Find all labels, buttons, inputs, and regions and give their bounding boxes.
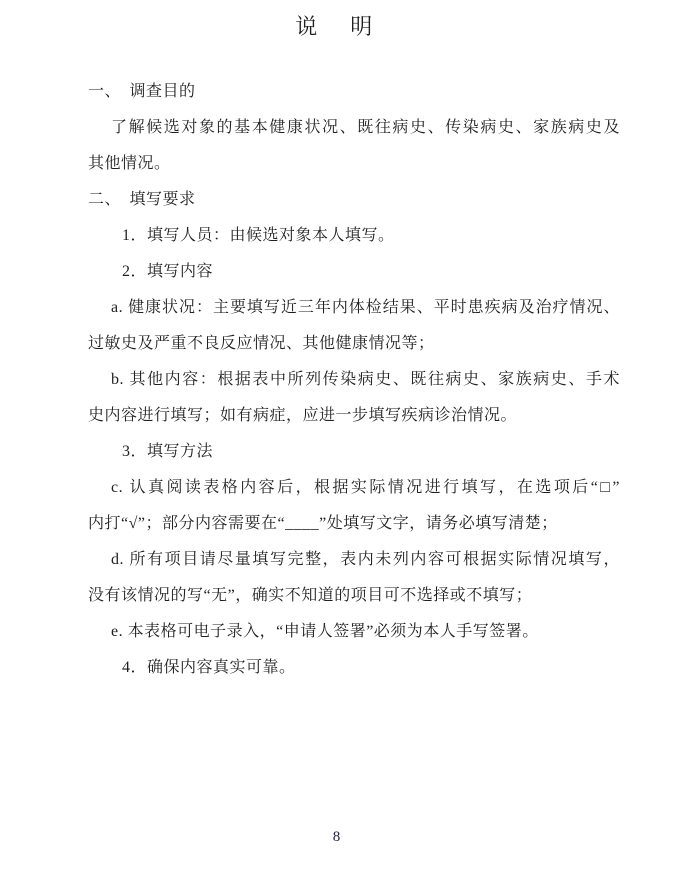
item-e-signature: e. 本表格可电子录入，“申请人签署”必须为本人手写签署。 (111, 623, 539, 640)
item-a-health-line-2: 过敏史及严重不良反应情况、其他健康情况等； (88, 335, 435, 352)
item-c-checkbox-line-2: 内打“√”；部分内容需要在“____”处填写文字，请务必填写清楚； (88, 515, 558, 532)
item-d-complete-line-2: 没有该情况的写“无”，确实不知道的项目可不选择或不填写； (88, 587, 533, 604)
section-heading-2: 二、 填写要求 (88, 191, 196, 208)
item-3-fill-method: 3．填写方法 (122, 443, 214, 460)
item-b-other-line-2: 史内容进行填写；如有病症，应进一步填写疾病诊治情况。 (88, 407, 518, 424)
section-heading-1: 一、 调查目的 (88, 83, 196, 100)
paragraph-purpose-line-2: 其他情况。 (88, 155, 171, 172)
document-body (88, 74, 620, 686)
item-2-fill-content: 2．填写内容 (122, 263, 214, 280)
item-b-other-line-1: b. 其他内容：根据表中所列传染病史、既往病史、家族病史、手术 (111, 371, 620, 388)
page-number: 8 (332, 829, 341, 845)
item-c-checkbox-line-1: c. 认真阅读表格内容后，根据实际情况进行填写，在选项后“□” (111, 479, 620, 496)
paragraph-purpose-line-1: 了解候选对象的基本健康状况、既往病史、传染病史、家族病史及 (111, 119, 620, 136)
item-4-truthful: 4．确保内容真实可靠。 (122, 659, 296, 676)
page-title: 说 明 (295, 14, 378, 39)
item-d-complete-line-1: d. 所有项目请尽量填写完整，表内未列内容可根据实际情况填写， (111, 551, 620, 568)
item-a-health-line-1: a. 健康状况：主要填写近三年内体检结果、平时患疾病及治疗情况、 (111, 299, 620, 316)
item-1-fill-personnel: 1．填写人员：由候选对象本人填写。 (122, 227, 395, 244)
